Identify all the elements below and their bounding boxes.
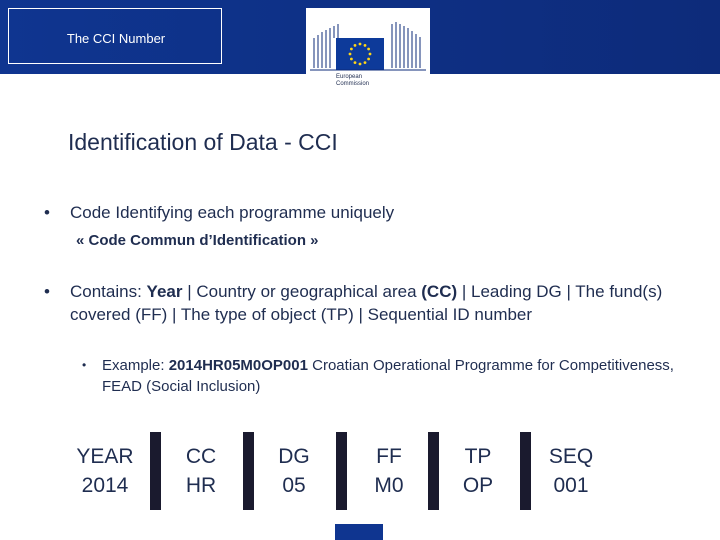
slide-header-title: The CCI Number	[66, 31, 166, 46]
slide-heading: Identification of Data - CCI	[68, 129, 338, 155]
code-column-ff	[344, 442, 434, 500]
code-value: 2014	[81, 474, 129, 497]
logo-caption-line2: Commission	[336, 81, 370, 87]
code-label: TP	[464, 445, 492, 468]
code-label: YEAR	[76, 445, 134, 468]
title-box	[8, 8, 222, 64]
code-value: OP	[462, 474, 494, 497]
bullet2-sep1: | Country or geographical area	[182, 282, 422, 301]
bullet-contains	[44, 280, 700, 326]
code-column-tp	[433, 442, 523, 500]
code-column-seq	[526, 442, 616, 500]
bullet2-prefix: Contains:	[70, 282, 147, 301]
example-rest: Croatian Operational Programme for Competitiveness, FEAD (Social Inclusion)	[102, 357, 674, 395]
bullet2-year: Year	[146, 282, 183, 301]
code-label: CC	[185, 445, 217, 468]
bullet2-cc: (CC)	[421, 282, 458, 301]
logo-caption	[336, 74, 396, 88]
code-value: M0	[374, 474, 404, 497]
european-commission-logo	[306, 8, 430, 100]
code-label: FF	[376, 445, 402, 468]
example-bullet	[82, 355, 682, 397]
bullet2-rest: | Leading DG | The fund(s) covered (FF) | The type of object (TP) | Sequential ID number	[70, 282, 663, 324]
code-label: DG	[278, 445, 310, 468]
code-label: SEQ	[548, 445, 594, 468]
bullet-code-identifying	[44, 201, 395, 224]
bullet1-subtext: « Code Commun d’Identification »	[76, 232, 319, 249]
code-value: 05	[282, 474, 306, 497]
footer-bar	[335, 524, 383, 540]
bullet-dot: •	[44, 282, 50, 301]
code-value: HR	[185, 474, 217, 497]
logo-caption-line1: European	[336, 74, 363, 80]
bullet-dot: •	[44, 203, 50, 222]
code-column-cc	[156, 442, 246, 500]
bullet1-text: Code Identifying each programme uniquely	[70, 203, 395, 222]
example-prefix: Example:	[102, 357, 169, 374]
example-code: 2014HR05M0OP001	[168, 357, 308, 374]
code-value: 001	[553, 474, 589, 497]
bullet-dot: •	[82, 358, 87, 372]
code-column-year	[60, 442, 150, 500]
code-column-dg	[249, 442, 339, 500]
